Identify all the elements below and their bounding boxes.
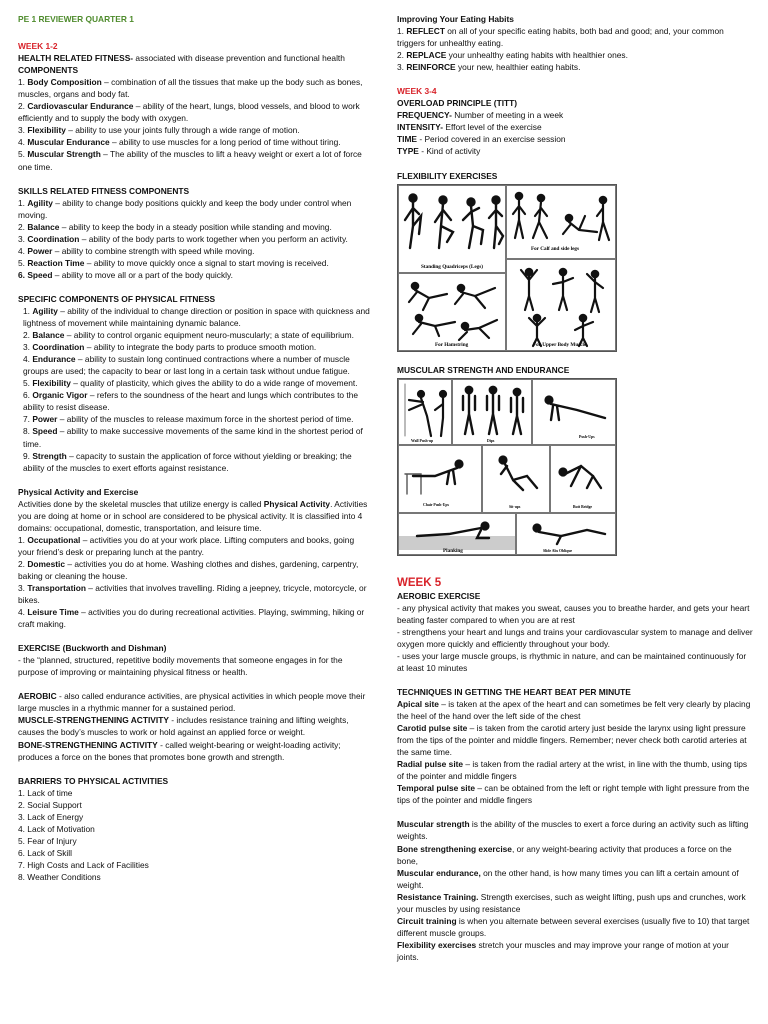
- aerobic-exercise-heading: AEROBIC EXERCISE: [397, 590, 481, 601]
- hamstring-panel: [398, 273, 506, 351]
- heart-beat-techniques-heading: TECHNIQUES IN GETTING THE HEART BEAT PER MINUTE: [397, 686, 631, 697]
- titt-heading: OVERLOAD PRINCIPLE (TITT): [397, 98, 518, 109]
- exercise-heading: EXERCISE (Buckworth and Dishman): [18, 643, 167, 654]
- barriers-heading: BARRIERS TO PHYSICAL ACTIVITIES: [18, 775, 169, 786]
- wall-pushup-illustration: [399, 380, 452, 445]
- list-item: Resistance Training. Strength exercises, such as weight lifting, push ups and crunches, work your muscles by using resistance: [397, 891, 746, 914]
- muscular-strength-endurance-heading: MUSCULAR STRENGTH AND ENDURANCE: [397, 364, 570, 375]
- list-item: 3. Flexibility – ability to use your joints fully through a wide range of motion.: [18, 125, 300, 136]
- components-heading: COMPONENTS: [18, 65, 79, 76]
- list-item: 1. REFLECT on all of your specific eating habits, both bad and good; and, your common triggers for unhealthy eating.: [397, 26, 724, 49]
- list-item: Carotid pulse site – is taken from the carotid artery just beside the larynx using light pressure from the tips of the pointer and middle fingers. Remember; never check both carotid arteries at the same time.: [397, 723, 747, 758]
- list-item: 1. Agility – ability to change body positions quickly and keep the body under control when moving.: [18, 197, 352, 220]
- butt-bridge-illustration: [551, 446, 616, 513]
- week-5-heading: WEEK 5: [397, 576, 442, 589]
- list-item: Bone strengthening exercise, or any weight-bearing activity that produces a force on the bone,: [397, 843, 732, 866]
- flexibility-exercises-figure: [397, 184, 617, 352]
- list-item: TIME - Period covered in an exercise session: [397, 134, 566, 145]
- flex-caption: For Calf and side legs: [531, 245, 580, 252]
- slide-abs-panel: [516, 513, 616, 555]
- week-1-2-heading: WEEK 1-2: [18, 41, 58, 52]
- list-item: 3. Coordination – ability to integrate the body parts to produce smooth motion.: [23, 342, 317, 353]
- list-item: 1. Agility – ability of the individual to change direction or position in space with quickness and lightness of movement while maintaining dynamic balance.: [23, 305, 370, 329]
- list-item: 4. Endurance – ability to sustain long continued contractions where a number of muscle groups are used; the capacity to bear or last long in a certain task without undue fatigue.: [23, 354, 350, 377]
- physical-activity-heading: Physical Activity and Exercise: [18, 486, 139, 497]
- msae-caption: Chair Push-Ups: [423, 502, 449, 507]
- muscular-strength-figure: [397, 378, 617, 556]
- list-item: Muscular strength is the ability of the muscles to exert a force during an activity such as lifting weights.: [397, 819, 749, 842]
- barriers-list: [18, 787, 370, 883]
- techniques-list: [397, 698, 753, 806]
- list-item: 4. Leisure Time – activities you do during recreational activities. Playing, swimming, hiking or craft making.: [18, 607, 365, 630]
- list-item: - uses your large muscle groups, is rhythmic in nature, and can be maintained continuously for at least 10 minutes: [397, 650, 747, 673]
- exercise-definition: - the “planned, structured, repetitive bodily movements that someone engages in for the purpose of improving or maintaining physical fitness or health.: [18, 655, 343, 678]
- list-item: 2. Balance – ability to control organic equipment neuro-muscularly; a state of equilibrium.: [23, 330, 354, 341]
- left-column: [18, 13, 370, 883]
- flexibility-heading: FLEXIBILITY EXERCISES: [397, 170, 498, 181]
- list-item: INTENSITY- Effort level of the exercise: [397, 122, 542, 133]
- document-title: PE 1 REVIEWER QUARTER 1: [18, 14, 134, 24]
- definitions-list: [397, 818, 753, 963]
- list-item: 2. Social Support: [18, 799, 82, 810]
- dips-panel: [452, 379, 532, 445]
- specific-heading: SPECIFIC COMPONENTS OF PHYSICAL FITNESS: [18, 293, 216, 304]
- list-item: 3. Lack of Energy: [18, 811, 84, 822]
- list-item: 2. Cardiovascular Endurance – ability of the heart, lungs, blood vessels, and blood to work efficiently and to supply the body with oxygen.: [18, 101, 360, 124]
- aerobic-definition: AEROBIC - also called endurance activities, are physical activities in which people move their large muscles in a rhythmic manner for a sustained period.: [18, 691, 366, 714]
- aerobic-points-list: [397, 602, 753, 674]
- list-item: - strengthens your heart and lungs and trains your cardiovascular system to manage and deliver oxygen more quickly and efficiently throughout your body.: [397, 626, 753, 649]
- list-item: 5. Reaction Time – ability to move quickly once a signal to start moving is received.: [18, 257, 329, 268]
- list-item: 6. Speed – ability to move all or a part of the body quickly.: [18, 269, 233, 280]
- list-item: 6. Organic Vigor – refers to the soundness of the heart and lungs which contributes to the ability to resist disease.: [23, 390, 359, 413]
- situps-panel: [482, 445, 550, 513]
- list-item: Muscular endurance, on the other hand, is how many times you can lift a certain amount of weight.: [397, 867, 739, 890]
- list-item: 3. REINFORCE your new, healthier eating habits.: [397, 62, 581, 73]
- list-item: 2. REPLACE your unhealthy eating habits with healthier ones.: [397, 50, 628, 61]
- list-item: 6. Lack of Skill: [18, 847, 72, 858]
- hamstring-stretch-illustration: [399, 274, 506, 351]
- list-item: Radial pulse site – is taken from the radial artery at the wrist, in line with the thumb, using tips of the pointer and middle fingers: [397, 759, 748, 782]
- standing-quadriceps-panel: [398, 185, 506, 273]
- flex-caption: For Upper Body Muscle: [533, 341, 587, 348]
- list-item: 5. Muscular Strength – The ability of the muscles to lift a heavy weight or exert a lot of force one time.: [18, 149, 362, 172]
- right-column: [397, 13, 753, 963]
- list-item: 8. Weather Conditions: [18, 872, 101, 882]
- msae-caption: Wall Push-up: [411, 438, 434, 443]
- list-item: - any physical activity that makes you sweat, causes you to breathe harder, and gets your heart beating faster compared to when you are at rest: [397, 602, 750, 625]
- list-item: Temporal pulse site – can be obtained from the left or right temple with light pressure from the tips of the pointer and middle fingers: [397, 783, 750, 806]
- msae-caption: Butt Bridge: [573, 504, 593, 509]
- skills-list: [18, 197, 370, 281]
- health-related-fitness: HEALTH RELATED FITNESS- associated with disease prevention and functional health: [18, 53, 345, 64]
- flex-caption: For Hamstring: [435, 341, 469, 348]
- list-item: 5. Fear of Injury: [18, 835, 77, 846]
- upper-body-stretch-illustration: [507, 260, 616, 351]
- msae-caption: Push-Ups: [579, 434, 595, 439]
- msae-caption: Sit-ups: [509, 504, 521, 509]
- eating-habits-heading: Improving Your Eating Habits: [397, 14, 514, 24]
- msae-caption: Dips: [487, 438, 495, 443]
- list-item: 2. Balance – ability to keep the body in a steady position while standing and moving.: [18, 221, 332, 232]
- list-item: 5. Flexibility – quality of plasticity, which gives the ability to do a wide range of movement.: [23, 378, 358, 389]
- situps-illustration: [483, 446, 550, 513]
- list-item: FREQUENCY- Number of meeting in a week: [397, 110, 564, 121]
- list-item: Circuit training is when you alternate between several exercises (usually five to 10) that target different muscle groups.: [397, 915, 750, 938]
- pushups-illustration: [533, 380, 616, 445]
- titt-list: [397, 109, 753, 157]
- stretching-figures-illustration: [399, 186, 506, 273]
- pushups-panel: [532, 379, 616, 445]
- list-item: 1. Body Composition – combination of all the tissues that make up the body such as bones, muscles, organs and body fat.: [18, 77, 363, 100]
- domains-list: [18, 534, 370, 630]
- list-item: 7. High Costs and Lack of Facilities: [18, 859, 149, 870]
- week-3-4-heading: WEEK 3-4: [397, 86, 437, 97]
- wall-pushup-panel: [398, 379, 452, 445]
- list-item: TYPE - Kind of activity: [397, 146, 481, 157]
- list-item: 3. Coordination – ability of the body parts to work together when you perform an activity.: [18, 233, 348, 244]
- bone-strengthening-definition: BONE-STRENGTHENING ACTIVITY - called weight-bearing or weight-loading activity; produces a force on the bones that promotes bone growth and strength.: [18, 739, 341, 762]
- list-item: 4. Power – ability to combine strength with speed while moving.: [18, 245, 255, 256]
- skills-heading: SKILLS RELATED FITNESS COMPONENTS: [18, 185, 190, 196]
- list-item: 3. Transportation – activities that involves travelling. Riding a jeepney, tricycle, motorcycle, or bikes.: [18, 583, 367, 606]
- upper-body-panel: [506, 259, 616, 351]
- chair-pushups-panel: [398, 445, 482, 513]
- msae-caption: Planking: [443, 547, 463, 554]
- specific-list: [18, 305, 370, 474]
- list-item: 8. Speed – ability to make successive movements of the same kind in the shortest period of time.: [23, 426, 363, 449]
- msae-caption: Slide Abs Oblique: [543, 548, 573, 553]
- physical-activity-intro: Activities done by the skeletal muscles that utilize energy is called Physical Activity. Activities you are doing at home or in school are considered to be physical activity. It is classified into 4 domains: occupational, domestic, transportation, and leisure time.: [18, 498, 368, 533]
- list-item: Apical site – is taken at the apex of the heart and can sometimes be felt very clearly by placing the heel of the hand over the left side of the chest: [397, 698, 751, 722]
- butt-bridge-panel: [550, 445, 616, 513]
- list-item: 7. Power – ability of the muscles to release maximum force in the shortest period of time.: [23, 414, 354, 425]
- components-list: [18, 76, 370, 172]
- eating-habits-list: [397, 25, 753, 73]
- flex-caption: Standing Quadriceps (Legs): [421, 263, 483, 270]
- list-item: 1. Occupational – activities you do at your work place. Lifting computers and books, going your friend’s desk or preparing lunch at the pantry.: [18, 534, 355, 557]
- list-item: 4. Lack of Motivation: [18, 823, 95, 834]
- calf-side-legs-panel: [506, 185, 616, 259]
- planking-panel: [398, 513, 516, 555]
- list-item: Flexibility exercises stretch your muscles and may improve your range of motion at your joints.: [397, 939, 729, 962]
- list-item: 2. Domestic – activities you do at home. Washing clothes and dishes, gardening, carpentry, baking or cleaning the house.: [18, 558, 359, 581]
- list-item: 1. Lack of time: [18, 787, 73, 798]
- list-item: 9. Strength – capacity to sustain the application of force without yielding or breaking; the ability of the muscles to exert efforts against resistance.: [23, 450, 352, 473]
- list-item: 4. Muscular Endurance – ability to use muscles for a long period of time without tiring.: [18, 137, 341, 148]
- dips-illustration: [453, 380, 532, 445]
- muscle-strengthening-definition: MUSCLE-STRENGTHENING ACTIVITY - includes resistance training and lifting weights, causes the body’s muscles to work or hold against an applied force or weight.: [18, 715, 349, 738]
